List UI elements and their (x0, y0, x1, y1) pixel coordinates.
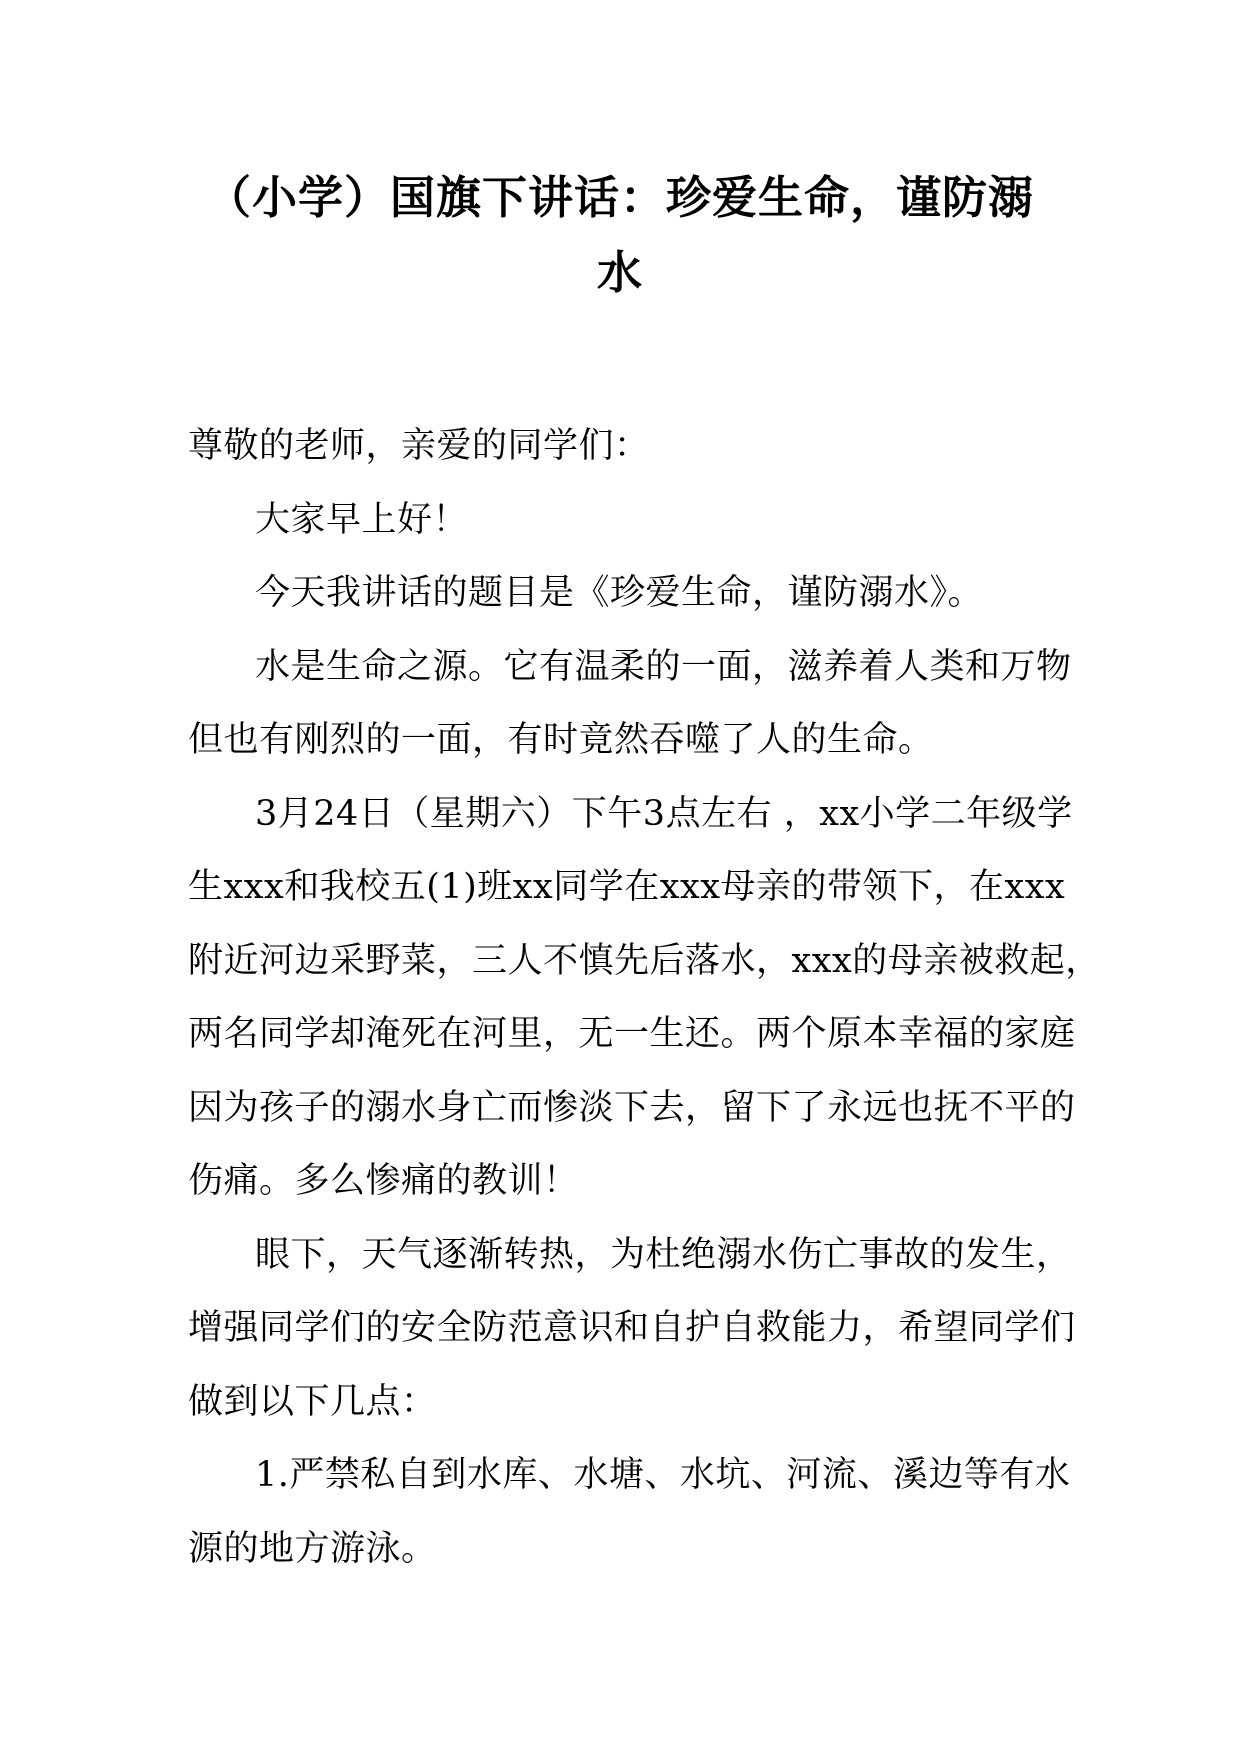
paragraph-rule-1 (188, 1439, 1071, 1586)
paragraph-line: 水是生命之源。它有温柔的一面，滋养着人类和万物 (255, 646, 1072, 687)
title-line: （小学）国旗下讲话：珍爱生命，谨防溺 (205, 171, 1034, 224)
paragraph-line: 增强同学们的安全防范意识和自护自救能力，希望同学们 (188, 1308, 1076, 1348)
paragraph-line: 两名同学却淹死在河里，无一生还。两个原本幸福的家庭 (188, 1014, 1076, 1054)
paragraph-line: 因为孩子的溺水身亡而惨淡下去，留下了永远也抚不平的 (188, 1087, 1076, 1128)
paragraph-line: 生xxx和我校五(1)班xx同学在xxx母亲的带领下，在xxx (188, 867, 1066, 907)
paragraph-advice-intro (188, 1219, 1076, 1440)
paragraph-line: 眼下，天气逐渐转热，为杜绝溺水伤亡事故的发生， (255, 1234, 1072, 1275)
paragraph-line: 今天我讲话的题目是《珍爱生命，谨防溺水》。 (255, 573, 984, 613)
paragraph-line: 源的地方游泳。 (188, 1528, 437, 1569)
paragraph-incident (188, 778, 1101, 1219)
paragraph-line: 附近河边采野菜，三人不慎先后落水，xxx的母亲被救起， (188, 940, 1101, 981)
paragraph-line: 伤痛。多么惨痛的教训！ (188, 1161, 579, 1201)
paragraph-line: 1.严禁私自到水库、水塘、水坑、河流、溪边等有水 (255, 1455, 1071, 1495)
paragraph-line: 但也有刚烈的一面，有时竟然吞噬了人的生命。 (188, 720, 934, 760)
paragraph-line: 3月24日（星期六）下午3点左右 ，xx小学二年级学 (255, 793, 1073, 834)
paragraph-water-intro (188, 631, 1072, 778)
document-title (130, 160, 1110, 310)
paragraph-topic (188, 557, 1060, 631)
title-line: 水 (596, 246, 643, 299)
paragraph-line: 做到以下几点： (188, 1381, 437, 1422)
paragraph-greeting (188, 484, 1060, 558)
document-body (188, 410, 1101, 1586)
paragraph-line: 大家早上好！ (255, 499, 469, 540)
salutation: 尊敬的老师，亲爱的同学们： (188, 426, 650, 466)
